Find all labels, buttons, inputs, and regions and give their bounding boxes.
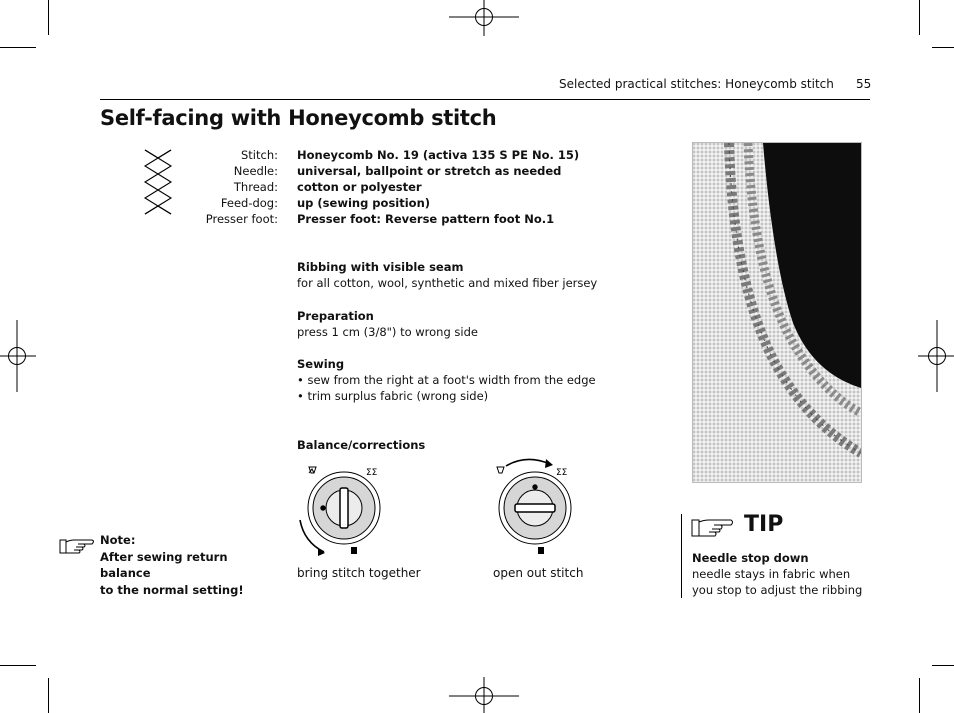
preparation-text: press 1 cm (3/8") to wrong side: [297, 325, 478, 339]
balance-dial-icon: [292, 462, 392, 562]
tip-title: TIP: [744, 512, 784, 537]
crop-mark: [48, 0, 49, 35]
note-line: After sewing return balance: [100, 549, 228, 580]
header-rule: [100, 99, 870, 100]
page-title: Self-facing with Honeycomb stitch: [100, 106, 497, 130]
crop-mark: [932, 665, 954, 666]
sewing-section: [297, 356, 596, 404]
note-heading: Note:: [100, 533, 136, 547]
caption-open-out: open out stitch: [493, 566, 584, 580]
sewing-bullet: • trim surplus fabric (wrong side): [297, 389, 489, 403]
spec-label-thread: Thread:: [233, 180, 278, 194]
crop-mark: [48, 678, 49, 713]
note-line: to the normal setting!: [100, 582, 244, 597]
crop-mark: [919, 678, 920, 713]
page-number: 55: [856, 77, 872, 91]
spec-label-stitch: Stitch:: [241, 148, 278, 162]
fabric-photo: [692, 142, 862, 483]
registration-mark-left: [0, 320, 36, 392]
spec-value-presser-foot: Presser foot: Reverse pattern foot No.1: [297, 212, 555, 226]
ribbing-heading: Ribbing with visible seam: [297, 260, 464, 274]
running-header: Selected practical stitches: Honeycomb stitch: [559, 77, 834, 91]
fabric-photo-image: [693, 143, 861, 482]
balance-dial-icon: [488, 456, 588, 560]
registration-mark-top: [449, 0, 519, 36]
tip-heading: Needle stop down: [692, 551, 809, 565]
spec-value-needle: universal, ballpoint or stretch as needed: [297, 164, 562, 178]
crop-mark: [0, 47, 36, 48]
svg-text:ΣΣ: ΣΣ: [366, 468, 378, 478]
pointing-hand-icon: [58, 536, 96, 556]
caption-bring-together: bring stitch together: [297, 566, 421, 580]
sewing-heading: Sewing: [297, 357, 345, 371]
spec-label-feed-dog: Feed-dog:: [220, 196, 278, 210]
registration-mark-right: [918, 320, 954, 392]
crop-mark: [0, 665, 36, 666]
balance-heading: Balance/corrections: [297, 438, 426, 452]
honeycomb-stitch-icon: [142, 148, 174, 216]
spec-values: [297, 147, 579, 227]
tip-rule: [681, 514, 682, 598]
crop-mark: [919, 0, 920, 35]
tip-text: [692, 550, 862, 598]
registration-mark-bottom: [449, 677, 519, 713]
ribbing-text: for all cotton, wool, synthetic and mixed fiber jersey: [297, 276, 598, 290]
ribbing-section: [297, 259, 597, 291]
spec-value-feed-dog: up (sewing position): [297, 196, 431, 210]
sewing-bullet-text: trim surplus fabric (wrong side): [307, 389, 489, 403]
preparation-section: [297, 308, 478, 340]
spec-label-needle: Needle:: [233, 164, 278, 178]
sewing-bullet-text: sew from the right at a foot's width from the edge: [307, 373, 596, 387]
svg-text:ΣΣ: ΣΣ: [556, 468, 568, 478]
preparation-heading: Preparation: [297, 309, 374, 323]
pointing-hand-icon: [690, 515, 736, 539]
sewing-bullet: • sew from the right at a foot's width from the edge: [297, 373, 596, 387]
crop-mark: [932, 47, 954, 48]
spec-label-presser-foot: Presser foot:: [205, 212, 278, 226]
note-block: [100, 532, 280, 598]
spec-labels: [190, 147, 278, 227]
tip-line: needle stays in fabric when: [692, 567, 851, 581]
tip-line: you stop to adjust the ribbing: [692, 583, 863, 597]
spec-value-stitch: Honeycomb No. 19 (activa 135 S PE No. 15): [297, 148, 580, 162]
balance-section: [297, 437, 425, 453]
spec-value-thread: cotton or polyester: [297, 180, 422, 194]
